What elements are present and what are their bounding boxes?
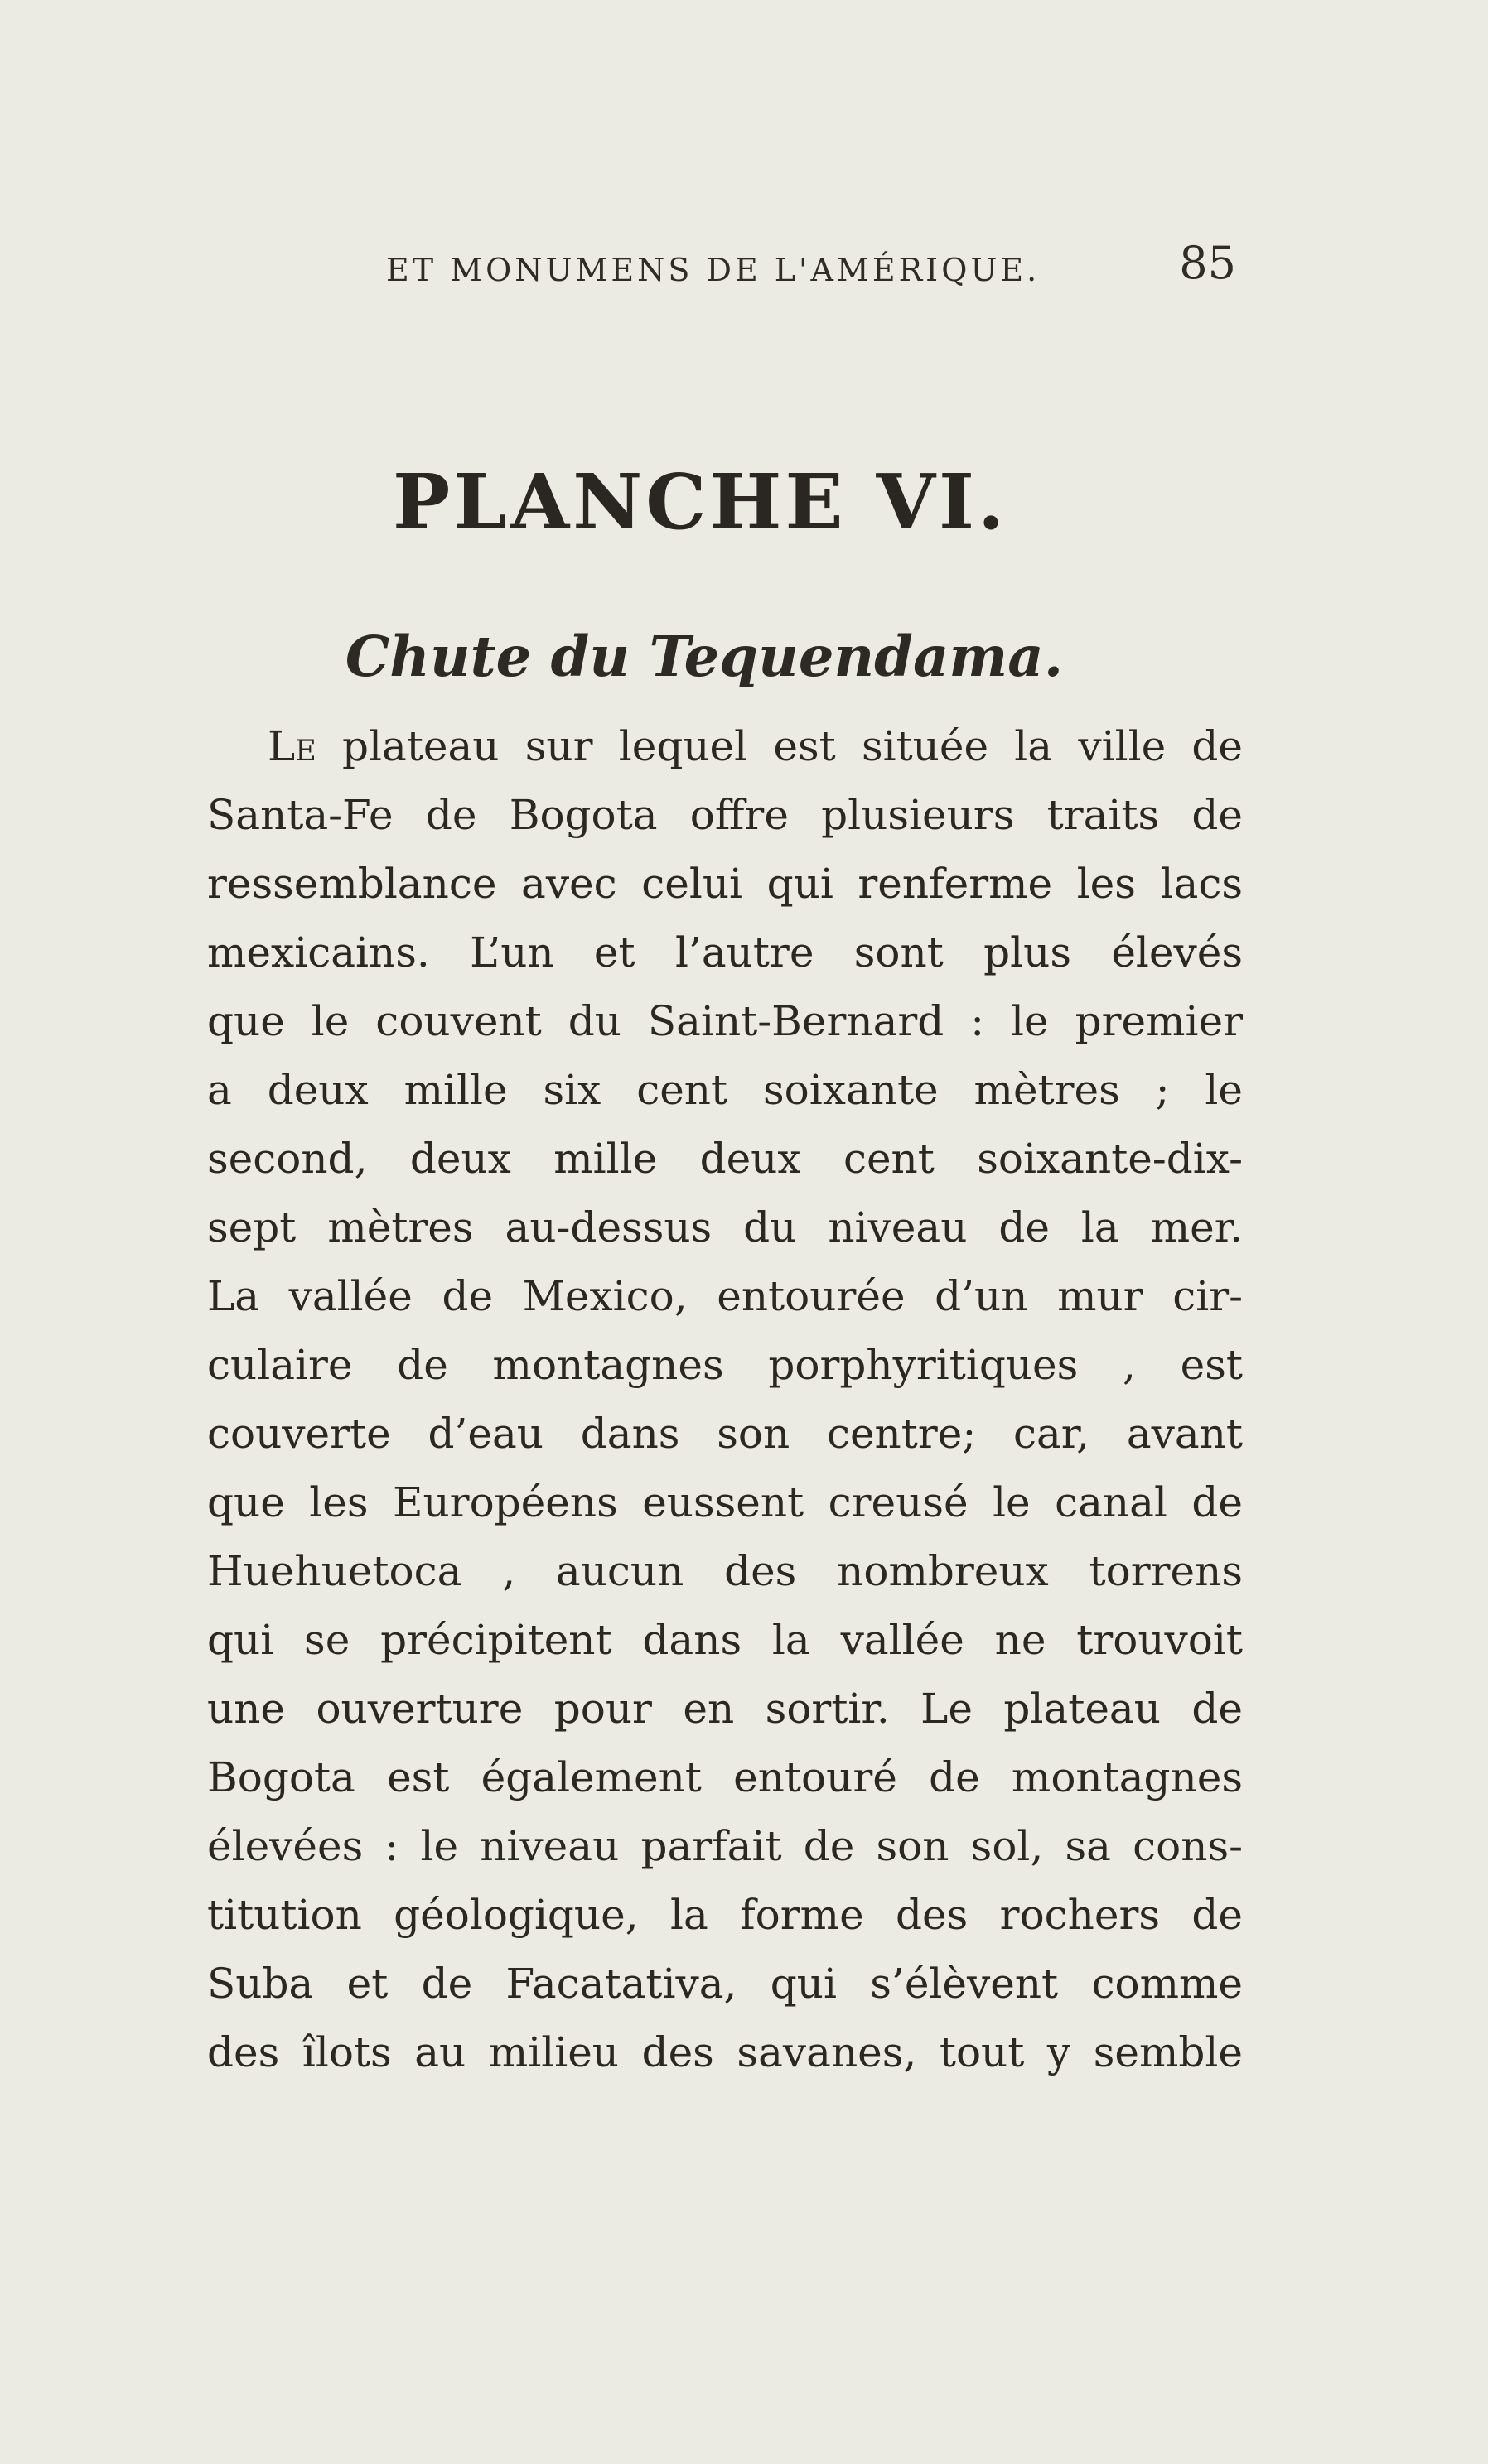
text-line-3: ressemblance avec celui qui renferme les lacs: [207, 860, 1243, 908]
text-line-9: La vallée de Mexico, entourée d’un mur cir-: [207, 1272, 1243, 1320]
text-line-13: Huehuetoca , aucun des nombreux torrens: [207, 1547, 1243, 1595]
text-line-14: qui se précipitent dans la vallée ne trouvoit: [207, 1616, 1243, 1664]
text-line-10: culaire de montagnes porphyritiques , est: [207, 1341, 1243, 1389]
plate-title: PLANCHE VI.: [392, 456, 1008, 547]
drop-word: Le: [268, 722, 316, 770]
plate-subtitle: Chute du Tequendama.: [345, 623, 1064, 689]
text-line-8: sept mètres au-dessus du niveau de la mer.: [207, 1203, 1243, 1251]
line-1-text: plateau sur lequel est située la ville de: [316, 722, 1243, 770]
text-line-20: des îlots au milieu des savanes, tout y semble: [207, 2028, 1243, 2076]
text-line-17: élevées : le niveau parfait de son sol, sa cons-: [207, 1822, 1243, 1870]
text-line-5: que le couvent du Saint-Bernard : le premier: [207, 997, 1243, 1045]
text-line-4: mexicains. L’un et l’autre sont plus élevés: [207, 928, 1243, 976]
text-line-15: une ouverture pour en sortir. Le plateau de: [207, 1685, 1243, 1733]
text-line-12: que les Européens eussent creusé le canal de: [207, 1478, 1243, 1526]
text-line-19: Suba et de Facatativa, qui s’élèvent comme: [207, 1960, 1243, 2008]
text-line-7: second, deux mille deux cent soixante-dix-: [207, 1135, 1243, 1183]
text-line-18: titution géologique, la forme des rochers de: [207, 1891, 1243, 1939]
text-line-1: [207, 712, 1243, 781]
running-title: ET MONUMENS DE L'AMÉRIQUE.: [386, 252, 1041, 288]
text-line-11: couverte d’eau dans son centre; car, avant: [207, 1410, 1243, 1458]
text-line-2: Santa-Fe de Bogota offre plusieurs traits de: [207, 791, 1243, 839]
text-line-6: a deux mille six cent soixante mètres ; le: [207, 1066, 1243, 1114]
body-paragraph: [207, 712, 1243, 2087]
running-header: [386, 234, 1236, 292]
text-line-16: Bogota est également entouré de montagnes: [207, 1753, 1243, 1801]
page-number: 85: [1179, 237, 1236, 289]
